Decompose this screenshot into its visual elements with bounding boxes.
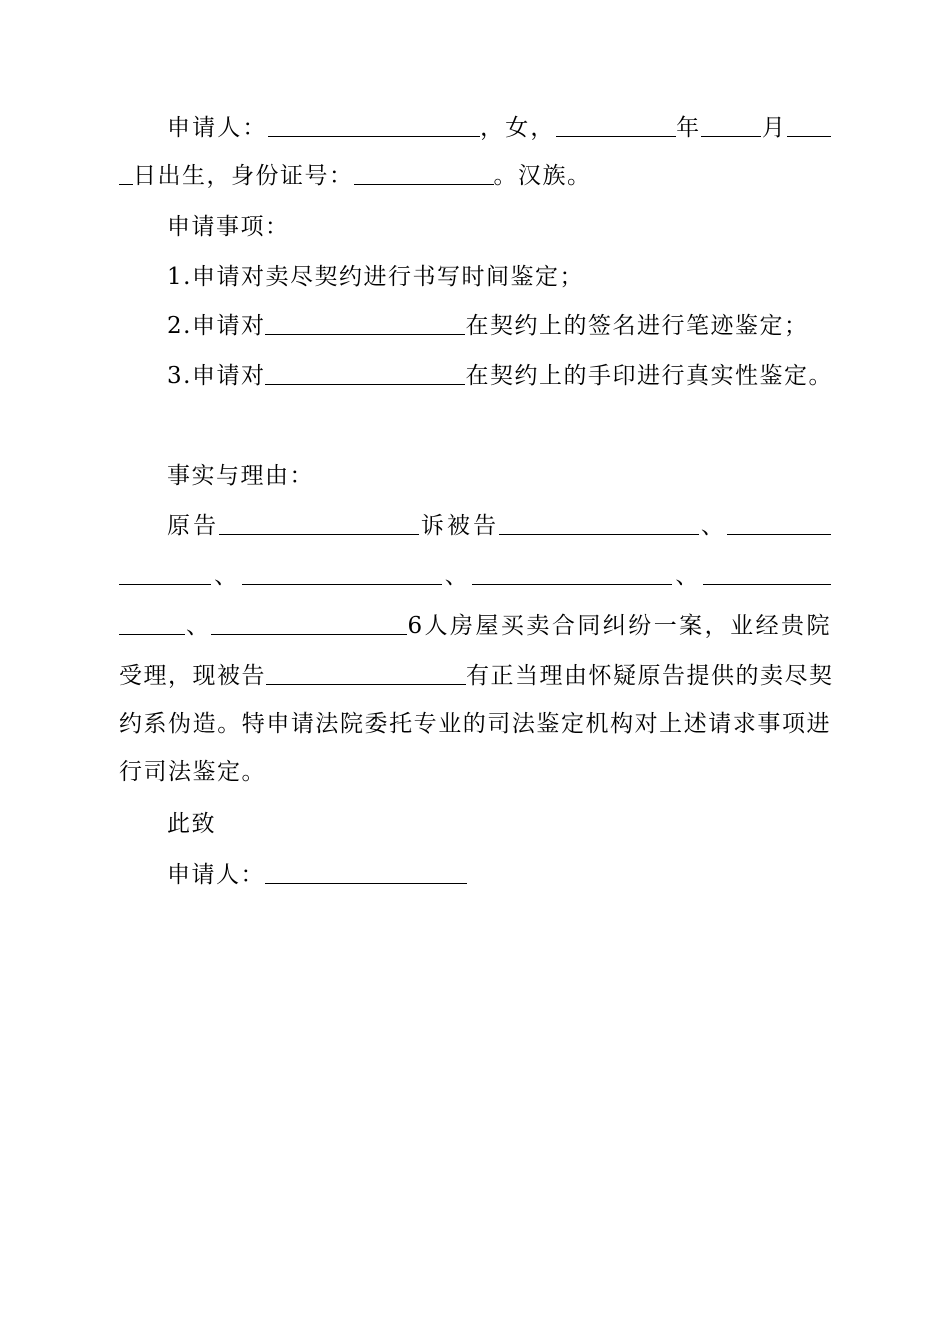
- facts-line-3: [119, 606, 831, 646]
- facts-line-1: [119, 506, 831, 546]
- separator-1: 、: [699, 513, 727, 539]
- items-heading-text: 申请事项：: [167, 214, 290, 240]
- facts-line-4: [119, 656, 834, 696]
- birth-day-blank-part2: [119, 158, 133, 185]
- birth-id-text: 日出生，身份证号：: [133, 163, 354, 189]
- sue-defendant-label: 诉被告: [419, 513, 500, 539]
- applicant-line-1: [119, 108, 831, 148]
- applicant-label: 申请人：: [167, 115, 268, 141]
- item-1-text: 1.申请对卖尽契约进行书写时间鉴定；: [167, 264, 584, 290]
- facts-line-5: [119, 704, 831, 744]
- defendant-5-blank-part1: [703, 558, 831, 585]
- item-2-suffix: 在契约上的签名进行笔迹鉴定；: [465, 313, 809, 339]
- separator-5: 、: [185, 613, 212, 639]
- item-3-suffix: 在契约上的手印进行真实性鉴定。: [465, 363, 833, 389]
- signature-blank: [265, 857, 467, 884]
- separator-4: 、: [672, 563, 704, 589]
- doubt-text: 有正当理由怀疑原告提供的卖尽契: [466, 663, 834, 689]
- item-3: [119, 356, 831, 396]
- facts-line-2: [119, 556, 831, 596]
- closing-text: 此致: [167, 811, 216, 837]
- closing: [119, 804, 831, 844]
- facts-line-6: [119, 752, 831, 792]
- separator-2: 、: [211, 563, 242, 589]
- plaintiff-label: 原告: [167, 513, 220, 539]
- signature-line: [119, 855, 831, 895]
- facts-heading-text: 事实与理由：: [167, 463, 314, 489]
- defendant-5-blank-part2: [119, 608, 185, 635]
- item-2-prefix: 2.申请对: [167, 313, 266, 339]
- defendant-1-blank: [499, 508, 699, 535]
- gender-text: ，女，: [479, 115, 556, 141]
- item-3-name-blank: [265, 358, 465, 385]
- birth-year-blank: [556, 110, 676, 137]
- item-3-prefix: 3.申请对: [167, 363, 266, 389]
- applicant-name-blank: [268, 110, 480, 137]
- defendant-3-blank: [242, 558, 442, 585]
- item-1: [119, 257, 831, 297]
- plaintiff-name-blank: [219, 508, 419, 535]
- defendant-4-blank: [472, 558, 672, 585]
- signature-label: 申请人：: [167, 862, 265, 888]
- final-text: 行司法鉴定。: [119, 759, 266, 785]
- birth-day-blank-part1: [787, 110, 831, 137]
- case-text: 6人房屋买卖合同纠纷一案，业经贵院: [407, 613, 832, 639]
- birth-month-blank: [701, 110, 761, 137]
- id-number-blank: [354, 158, 494, 185]
- facts-heading: [119, 456, 831, 496]
- doubting-defendant-blank: [266, 658, 466, 685]
- defendant-2-blank-part1: [727, 508, 831, 535]
- forgery-text: 约系伪造。特申请法院委托专业的司法鉴定机构对上述请求事项进: [119, 711, 831, 737]
- item-2-name-blank: [265, 308, 465, 335]
- defendant-6-blank: [211, 608, 407, 635]
- ethnicity-text: 。汉族。: [493, 163, 592, 189]
- applicant-line-2: [119, 156, 831, 196]
- year-text: 年: [675, 115, 702, 141]
- items-heading: [119, 207, 831, 247]
- accepted-text: 受理，现被告: [119, 663, 266, 689]
- defendant-2-blank-part2: [119, 558, 211, 585]
- item-2: [119, 306, 831, 346]
- separator-3: 、: [441, 563, 473, 589]
- month-text: 月: [761, 115, 787, 141]
